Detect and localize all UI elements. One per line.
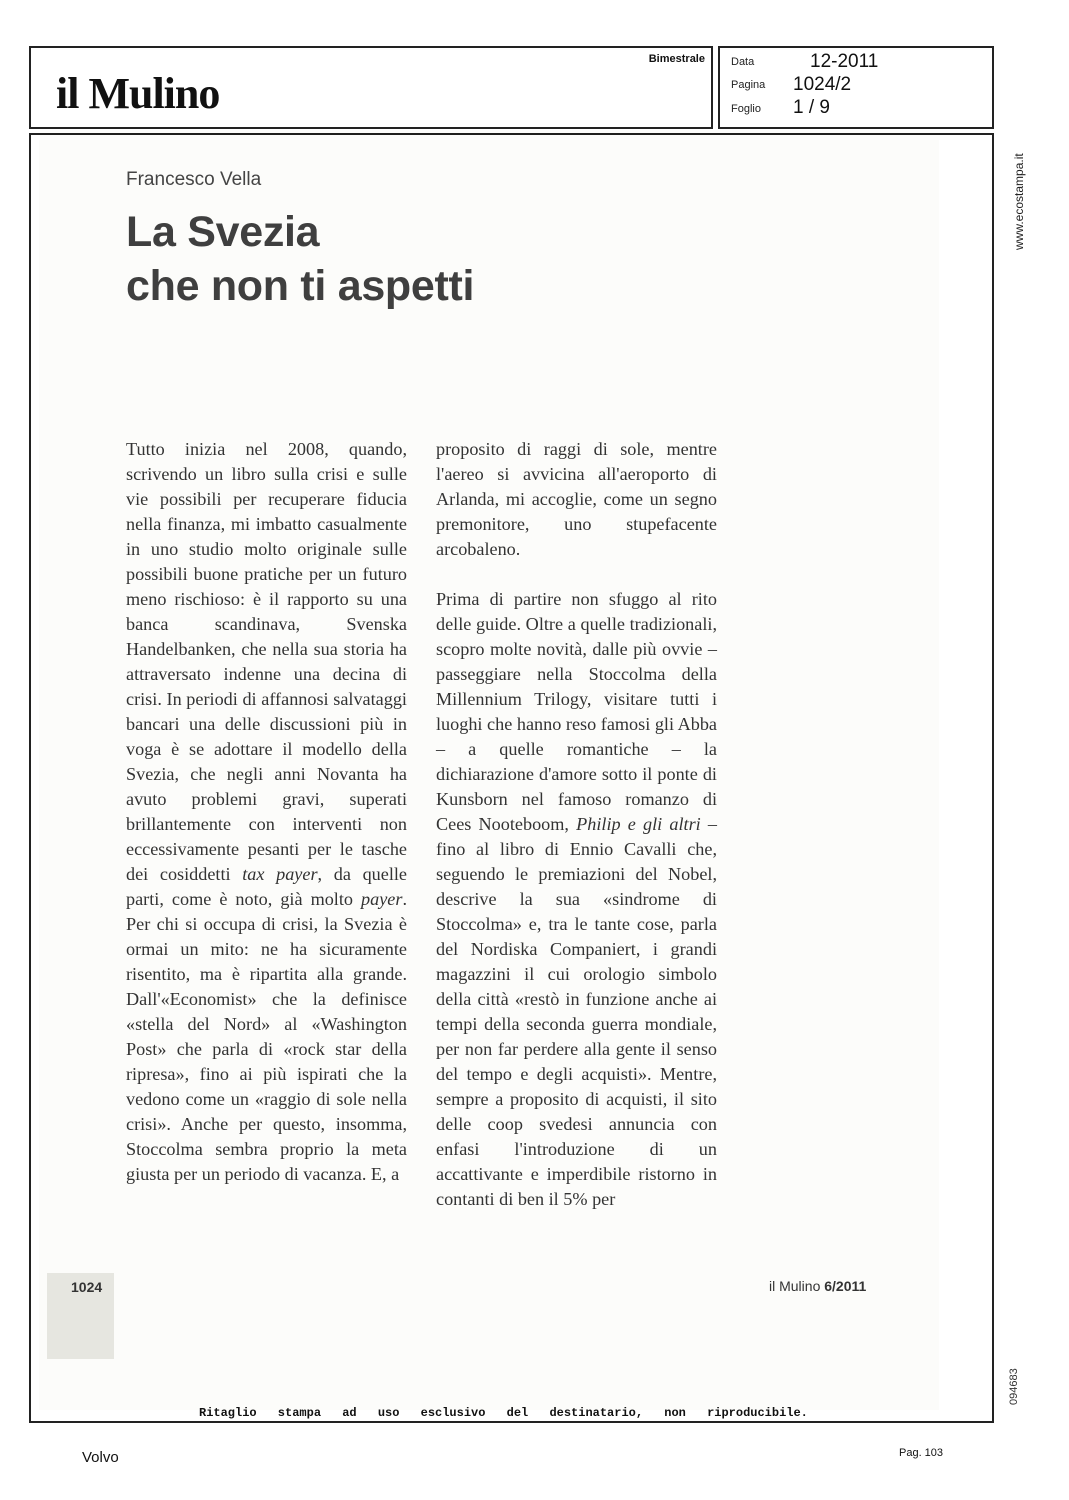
foglio-label: Foglio (731, 103, 761, 115)
text-run: , da quelle parti, come è noto, già molto (126, 864, 408, 909)
pagina-label: Pagina (731, 79, 766, 91)
foglio-value: 1 / 9 (793, 97, 830, 118)
issue-number: 6/2011 (824, 1278, 867, 1294)
header-meta-box (718, 46, 994, 129)
italic-text: payer (361, 889, 403, 909)
title-line-1: La Svezia (126, 208, 320, 256)
column-2-paragraph-2 (436, 587, 717, 1212)
frequency-label: Bimestrale (648, 53, 705, 65)
side-url: www.ecostampa.it (1012, 153, 1026, 250)
data-value: 12-2011 (810, 51, 879, 72)
text-run: Tutto inizia nel 2008, quando, scrivendo un libro sulla crisi e sulle vie possibili per recuperare fiducia nella finanza, mi imbatto casualmente in uno studio molto originale sulle possibili buone pratiche per un futuro meno rischioso: è il rapporto su una banca scandinava, Svenska Handelbanken, che nella sua storia ha attraversato indenne una decina di crisi. In periodi di affannosi salvataggi bancari una delle discussioni più in voga è se adottare il modello della Svezia, che negli anni Novanta ha avuto problemi gravi, superati brillantemente con interventi non eccessivamente pesanti per le tasche dei cosiddetti (126, 439, 407, 884)
article-column-2 (436, 437, 717, 1212)
article-title (126, 205, 474, 313)
column-2-paragraph-1: proposito di raggi di sole, mentre l'aereo si avvicina all'aeroporto di Arlanda, mi accoglie, come un segno premonitore, uno stupefacente arcobaleno. (436, 439, 717, 559)
footer-client: Volvo (82, 1449, 119, 1466)
article-author: Francesco Vella (126, 169, 262, 190)
masthead-logo: il Mulino (56, 69, 220, 118)
copyright-notice: Ritaglio stampa ad uso esclusivo del destinatario, non riproducibile. (199, 1406, 808, 1420)
pagina-value: 1024/2 (793, 74, 852, 95)
title-line-2: che non ti aspetti (126, 262, 475, 310)
italic-text: Philip e gli altri (576, 814, 701, 834)
issue-label (769, 1278, 866, 1294)
page-number: 1024 (71, 1279, 103, 1295)
side-code: 094683 (1008, 1368, 1020, 1405)
text-run: Prima di partire non sfuggo al rito delle guide. Oltre a quelle tradizionali, scopro molte novità, dalle più ovvie – passeggiare nella Stoccolma della Millennium Trilogy, visitare tutti i luoghi che hanno reso famosi gli Abba – a quelle romantiche – la dichiarazione d'amore sotto il ponte di Kunsborn nel famoso romanzo di Cees Nooteboom, (436, 589, 717, 834)
data-label: Data (731, 56, 755, 68)
italic-text: tax payer (242, 864, 318, 884)
column-1-paragraph (126, 437, 407, 1187)
issue-prefix: il Mulino (769, 1278, 821, 1294)
article-column-1 (126, 437, 407, 1187)
text-run: – fino al libro di Ennio Cavalli che, seguendo le premiazioni del Nobel, descrive la sua «sindrome di Stoccolma» e, tra le tante cose, parla del Nordiska Companiert, i grandi magazzini il cui orologio simbolo della città «restò in funzione anche ai tempi della seconda guerra mondiale, per non far perdere alla gente il senso del tempo e degli acquisti». Mentre, sempre a proposito di acquisti, il sito delle coop svedesi annuncia con enfasi l'introduzione di un accattivante e imperdibile ristorno in contanti di ben il 5% per (436, 814, 718, 1209)
text-run: . Per chi si occupa di crisi, la Svezia è ormai un mito: ne ha sicuramente risentito, ma è ripartita alla grande. Dall'«Economist» che la definisce «stella del Nord» al «Washington Post» che parla di «rock star della ripresa», fino ai più ispirati che la vedono come un «raggio di sole nella crisi». Anche per questo, insomma, Stoccolma sembra proprio la meta giusta per un periodo di vacanza. E, a (126, 889, 407, 1184)
footer-page: Pag. 103 (899, 1447, 944, 1459)
